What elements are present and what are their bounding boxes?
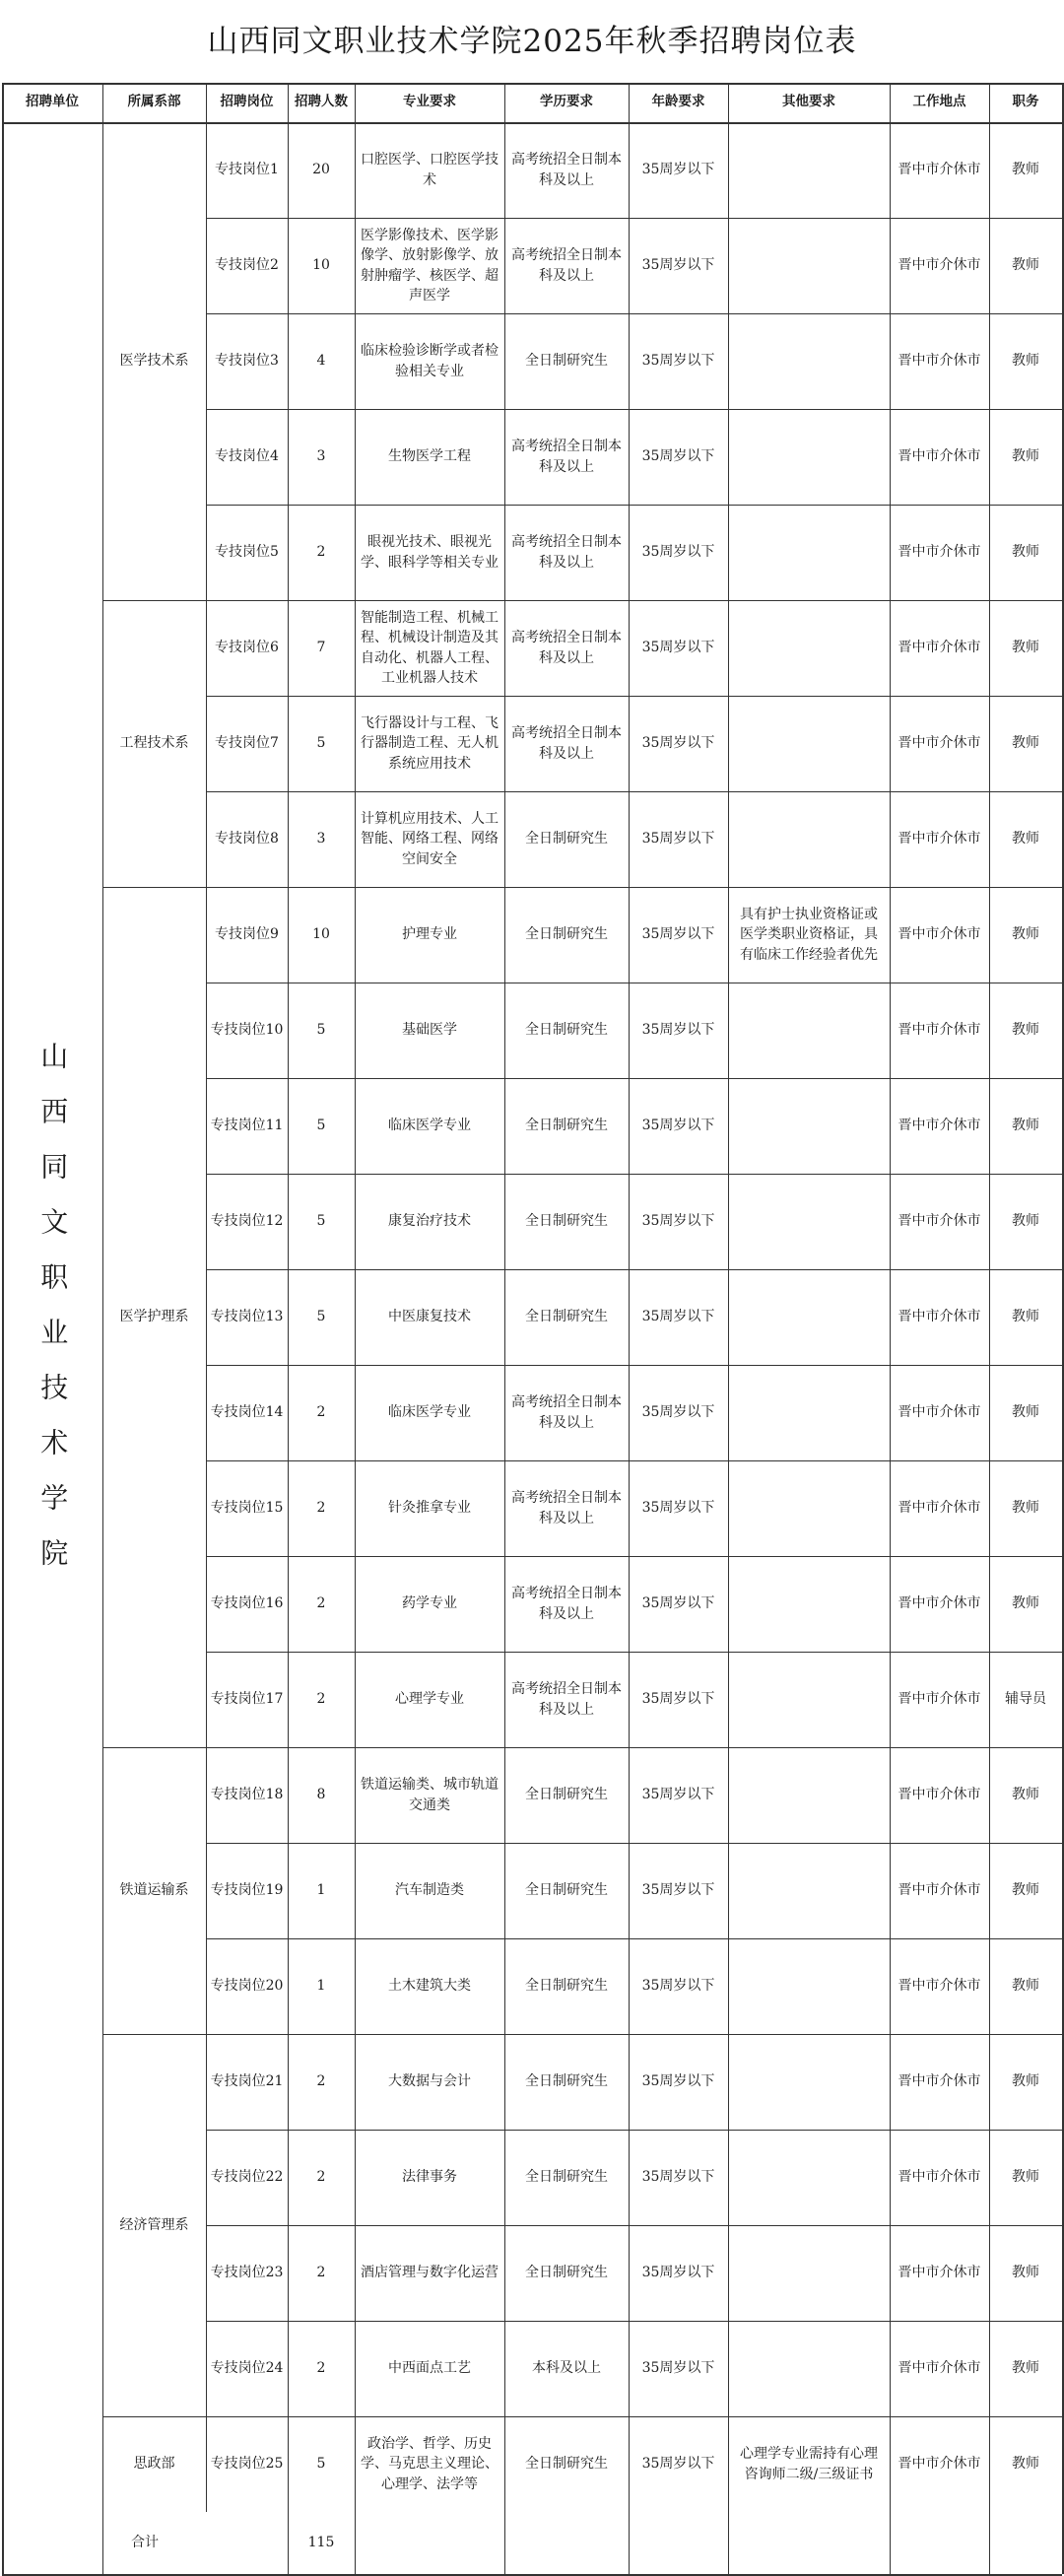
- age-cell: 35周岁以下: [641, 162, 715, 178]
- duty-cell: 教师: [1012, 2169, 1039, 2186]
- other-requirement-cell: [728, 791, 890, 887]
- major-cell: 基础医学: [402, 1022, 457, 1039]
- education-cell: 全日制研究生: [525, 1213, 608, 1230]
- other-requirement-cell: [728, 1460, 890, 1556]
- page-title: 山西同文职业技术学院2025年秋季招聘岗位表: [207, 24, 857, 59]
- major-cell: 口腔医学、口腔医学技术: [361, 152, 499, 188]
- other-requirement-cell: [728, 505, 890, 600]
- education-cell: 高考统招全日制本科及以上: [511, 534, 622, 571]
- age-cell: 35周岁以下: [641, 544, 715, 561]
- duty-cell: 教师: [1012, 2360, 1039, 2377]
- post-cell: 专技岗位5: [215, 544, 279, 561]
- duty-cell: 教师: [1012, 735, 1039, 752]
- duty-cell: 教师: [1012, 1787, 1039, 1803]
- location-cell: 晋中市介休市: [898, 1500, 981, 1517]
- count-cell: 2: [316, 1691, 326, 1708]
- count-cell: 10: [312, 257, 330, 274]
- duty-cell: 教师: [1012, 1595, 1039, 1612]
- department-cell: 医学技术系: [119, 353, 189, 370]
- duty-cell: 教师: [1012, 544, 1039, 561]
- location-cell: 晋中市介休市: [898, 2360, 981, 2377]
- count-cell: 5: [316, 735, 326, 752]
- major-cell: 临床医学专业: [388, 1118, 471, 1134]
- duty-cell: 教师: [1012, 2265, 1039, 2281]
- location-cell: 晋中市介休市: [898, 544, 981, 561]
- header-cell: 招聘岗位: [220, 94, 274, 110]
- other-requirement-cell: [728, 600, 890, 696]
- duty-cell: 教师: [1012, 1309, 1039, 1325]
- location-cell: 晋中市介休市: [898, 2456, 981, 2473]
- header-cell: 学历要求: [540, 94, 593, 110]
- location-cell: 晋中市介休市: [898, 1309, 981, 1325]
- education-cell: 高考统招全日制本科及以上: [511, 1586, 622, 1622]
- header-cell: 招聘人数: [295, 94, 348, 110]
- total-col-divider: [504, 2512, 505, 2574]
- post-cell: 专技岗位7: [215, 735, 279, 752]
- age-cell: 35周岁以下: [641, 2360, 715, 2377]
- major-cell: 大数据与会计: [388, 2073, 471, 2090]
- location-cell: 晋中市介休市: [898, 1882, 981, 1899]
- count-cell: 5: [316, 1309, 326, 1325]
- department-divider: [102, 2416, 206, 2417]
- education-cell: 全日制研究生: [525, 2265, 608, 2281]
- department-divider: [102, 887, 206, 888]
- header-cell: 所属系部: [127, 94, 181, 110]
- total-label-cell: 合计: [131, 2535, 159, 2551]
- total-col-divider: [728, 2512, 729, 2574]
- age-cell: 35周岁以下: [641, 1787, 715, 1803]
- header-divider: [989, 83, 990, 122]
- duty-cell: 教师: [1012, 1213, 1039, 1230]
- post-cell: 专技岗位2: [215, 257, 279, 274]
- post-cell: 专技岗位20: [210, 1978, 284, 1995]
- count-cell: 2: [316, 2265, 326, 2281]
- education-cell: 全日制研究生: [525, 2456, 608, 2473]
- post-cell: 专技岗位3: [215, 353, 279, 370]
- post-cell: 专技岗位24: [210, 2360, 284, 2377]
- age-cell: 35周岁以下: [641, 2169, 715, 2186]
- total-count-cell: 115: [307, 2535, 335, 2551]
- age-cell: 35周岁以下: [641, 2073, 715, 2090]
- age-cell: 35周岁以下: [641, 257, 715, 274]
- age-cell: 35周岁以下: [641, 926, 715, 943]
- header-divider: [890, 83, 891, 122]
- duty-cell: 教师: [1012, 1404, 1039, 1421]
- education-cell: 全日制研究生: [525, 1882, 608, 1899]
- post-cell: 专技岗位8: [215, 831, 279, 847]
- other-requirement-cell: [728, 2225, 890, 2321]
- major-cell: 计算机应用技术、人工智能、网络工程、网络空间安全: [361, 811, 499, 867]
- header-divider: [206, 83, 207, 122]
- age-cell: 35周岁以下: [641, 640, 715, 656]
- major-cell: 土木建筑大类: [388, 1978, 471, 1995]
- count-cell: 2: [316, 2073, 326, 2090]
- location-cell: 晋中市介休市: [898, 1978, 981, 1995]
- major-cell: 药学专业: [402, 1595, 457, 1612]
- header-cell: 职务: [1012, 94, 1039, 110]
- location-cell: 晋中市介休市: [898, 2169, 981, 2186]
- post-cell: 专技岗位4: [215, 448, 279, 465]
- location-cell: 晋中市介休市: [898, 257, 981, 274]
- other-requirement-cell: 具有护士执业资格证或医学类职业资格证，具有临床工作经验者优先: [740, 907, 878, 963]
- age-cell: 35周岁以下: [641, 1404, 715, 1421]
- post-cell: 专技岗位25: [210, 2456, 284, 2473]
- age-cell: 35周岁以下: [641, 1595, 715, 1612]
- other-requirement-cell: [728, 1556, 890, 1652]
- count-cell: 2: [316, 2169, 326, 2186]
- education-cell: 高考统招全日制本科及以上: [511, 1394, 622, 1431]
- education-cell: 全日制研究生: [525, 926, 608, 943]
- department-cell: 思政部: [133, 2456, 175, 2473]
- major-cell: 铁道运输类、城市轨道交通类: [361, 1777, 499, 1813]
- count-cell: 1: [316, 1882, 326, 1899]
- major-cell: 酒店管理与数字化运营: [361, 2265, 499, 2281]
- header-divider: [102, 83, 103, 122]
- age-cell: 35周岁以下: [641, 353, 715, 370]
- count-cell: 2: [316, 1500, 326, 1517]
- post-cell: 专技岗位14: [210, 1404, 284, 1421]
- header-divider: [629, 83, 630, 122]
- education-cell: 高考统招全日制本科及以上: [511, 630, 622, 666]
- duty-cell: 教师: [1012, 257, 1039, 274]
- major-cell: 中医康复技术: [388, 1309, 471, 1325]
- header-cell: 年龄要求: [651, 94, 705, 110]
- location-cell: 晋中市介休市: [898, 1404, 981, 1421]
- location-cell: 晋中市介休市: [898, 926, 981, 943]
- other-requirement-cell: [728, 1938, 890, 2034]
- age-cell: 35周岁以下: [641, 735, 715, 752]
- duty-cell: 教师: [1012, 1118, 1039, 1134]
- duty-cell: 教师: [1012, 353, 1039, 370]
- count-cell: 4: [316, 353, 326, 370]
- age-cell: 35周岁以下: [641, 1978, 715, 1995]
- major-cell: 政治学、哲学、历史学、马克思主义理论、心理学、法学等: [361, 2436, 499, 2492]
- post-cell: 专技岗位10: [210, 1022, 284, 1039]
- age-cell: 35周岁以下: [641, 1213, 715, 1230]
- count-cell: 2: [316, 1404, 326, 1421]
- major-cell: 飞行器设计与工程、飞行器制造工程、无人机系统应用技术: [361, 715, 499, 772]
- location-cell: 晋中市介休市: [898, 640, 981, 656]
- post-cell: 专技岗位19: [210, 1882, 284, 1899]
- count-cell: 2: [316, 2360, 326, 2377]
- post-cell: 专技岗位1: [215, 162, 279, 178]
- education-cell: 全日制研究生: [525, 1978, 608, 1995]
- count-cell: 5: [316, 1022, 326, 1039]
- other-requirement-cell: [728, 983, 890, 1078]
- header-cell: 专业要求: [403, 94, 456, 110]
- unit-name-cell: 山西同文职业技术学院: [36, 1041, 70, 1593]
- education-cell: 高考统招全日制本科及以上: [511, 152, 622, 188]
- major-cell: 法律事务: [402, 2169, 457, 2186]
- total-col-divider: [890, 2512, 891, 2574]
- education-cell: 高考统招全日制本科及以上: [511, 1681, 622, 1718]
- location-cell: 晋中市介休市: [898, 735, 981, 752]
- education-cell: 高考统招全日制本科及以上: [511, 439, 622, 475]
- duty-cell: 教师: [1012, 2456, 1039, 2473]
- count-cell: 10: [312, 926, 330, 943]
- education-cell: 全日制研究生: [525, 1309, 608, 1325]
- count-cell: 2: [316, 544, 326, 561]
- location-cell: 晋中市介休市: [898, 2265, 981, 2281]
- total-col-divider: [629, 2512, 630, 2574]
- other-requirement-cell: [728, 1652, 890, 1747]
- education-cell: 本科及以上: [532, 2360, 601, 2377]
- major-cell: 康复治疗技术: [388, 1213, 471, 1230]
- post-cell: 专技岗位9: [215, 926, 279, 943]
- duty-cell: 辅导员: [1005, 1691, 1046, 1708]
- department-cell: 铁道运输系: [119, 1882, 189, 1899]
- education-cell: 全日制研究生: [525, 2169, 608, 2186]
- post-cell: 专技岗位12: [210, 1213, 284, 1230]
- other-requirement-cell: [728, 696, 890, 791]
- age-cell: 35周岁以下: [641, 1118, 715, 1134]
- location-cell: 晋中市介休市: [898, 2073, 981, 2090]
- age-cell: 35周岁以下: [641, 2456, 715, 2473]
- post-cell: 专技岗位15: [210, 1500, 284, 1517]
- age-cell: 35周岁以下: [641, 831, 715, 847]
- post-cell: 专技岗位11: [210, 1118, 284, 1134]
- education-cell: 全日制研究生: [525, 1118, 608, 1134]
- post-cell: 专技岗位18: [210, 1787, 284, 1803]
- header-divider: [728, 83, 729, 122]
- duty-cell: 教师: [1012, 640, 1039, 656]
- major-cell: 眼视光技术、眼视光学、眼科学等相关专业: [361, 534, 499, 571]
- header-divider: [504, 83, 505, 122]
- duty-cell: 教师: [1012, 1500, 1039, 1517]
- header-cell: 工作地点: [912, 94, 966, 110]
- other-requirement-cell: [728, 2034, 890, 2130]
- count-cell: 3: [316, 831, 326, 847]
- duty-cell: 教师: [1012, 1882, 1039, 1899]
- post-cell: 专技岗位21: [210, 2073, 284, 2090]
- other-requirement-cell: [728, 1365, 890, 1460]
- location-cell: 晋中市介休市: [898, 1118, 981, 1134]
- major-cell: 医学影像技术、医学影像学、放射影像学、放射肿瘤学、核医学、超声医学: [361, 227, 499, 304]
- table-right-border: [1062, 83, 1064, 2574]
- education-cell: 全日制研究生: [525, 1022, 608, 1039]
- location-cell: 晋中市介休市: [898, 831, 981, 847]
- age-cell: 35周岁以下: [641, 1022, 715, 1039]
- other-requirement-cell: [728, 122, 890, 218]
- header-cell: 其他要求: [782, 94, 835, 110]
- count-cell: 1: [316, 1978, 326, 1995]
- other-requirement-cell: [728, 1269, 890, 1365]
- count-cell: 5: [316, 2456, 326, 2473]
- other-requirement-cell: 心理学专业需持有心理咨询师二级/三级证书: [740, 2446, 878, 2482]
- location-cell: 晋中市介休市: [898, 448, 981, 465]
- department-divider: [102, 1747, 206, 1748]
- count-cell: 5: [316, 1118, 326, 1134]
- major-cell: 汽车制造类: [395, 1882, 464, 1899]
- major-cell: 针灸推拿专业: [388, 1500, 471, 1517]
- other-requirement-cell: [728, 1843, 890, 1938]
- count-cell: 3: [316, 448, 326, 465]
- post-cell: 专技岗位16: [210, 1595, 284, 1612]
- count-cell: 8: [316, 1787, 326, 1803]
- header-divider: [288, 83, 289, 122]
- header-cell: 招聘单位: [26, 94, 79, 110]
- other-requirement-cell: [728, 1078, 890, 1174]
- department-divider: [102, 2034, 206, 2035]
- other-requirement-cell: [728, 409, 890, 505]
- education-cell: 高考统招全日制本科及以上: [511, 725, 622, 762]
- header-divider: [355, 83, 356, 122]
- major-cell: 护理专业: [402, 926, 457, 943]
- duty-cell: 教师: [1012, 926, 1039, 943]
- count-cell: 20: [312, 162, 330, 178]
- table-bottom-border: [2, 2574, 1062, 2576]
- duty-cell: 教师: [1012, 448, 1039, 465]
- location-cell: 晋中市介休市: [898, 353, 981, 370]
- major-cell: 生物医学工程: [388, 448, 471, 465]
- major-cell: 中西面点工艺: [388, 2360, 471, 2377]
- total-col-divider: [355, 2512, 356, 2574]
- other-requirement-cell: [728, 1174, 890, 1269]
- education-cell: 高考统招全日制本科及以上: [511, 1490, 622, 1526]
- department-divider: [102, 600, 206, 601]
- location-cell: 晋中市介休市: [898, 1213, 981, 1230]
- duty-cell: 教师: [1012, 2073, 1039, 2090]
- other-requirement-cell: [728, 2321, 890, 2416]
- department-cell: 工程技术系: [119, 735, 189, 752]
- location-cell: 晋中市介休市: [898, 1691, 981, 1708]
- age-cell: 35周岁以下: [641, 448, 715, 465]
- duty-cell: 教师: [1012, 162, 1039, 178]
- other-requirement-cell: [728, 218, 890, 313]
- education-cell: 高考统招全日制本科及以上: [511, 247, 622, 284]
- age-cell: 35周岁以下: [641, 1309, 715, 1325]
- post-cell: 专技岗位23: [210, 2265, 284, 2281]
- major-cell: 心理学专业: [395, 1691, 464, 1708]
- post-cell: 专技岗位6: [215, 640, 279, 656]
- education-cell: 全日制研究生: [525, 353, 608, 370]
- count-cell: 2: [316, 1595, 326, 1612]
- duty-cell: 教师: [1012, 1022, 1039, 1039]
- age-cell: 35周岁以下: [641, 2265, 715, 2281]
- location-cell: 晋中市介休市: [898, 1595, 981, 1612]
- location-cell: 晋中市介休市: [898, 162, 981, 178]
- department-cell: 经济管理系: [119, 2216, 189, 2233]
- location-cell: 晋中市介休市: [898, 1787, 981, 1803]
- age-cell: 35周岁以下: [641, 1500, 715, 1517]
- education-cell: 全日制研究生: [525, 1787, 608, 1803]
- count-cell: 5: [316, 1213, 326, 1230]
- post-cell: 专技岗位22: [210, 2169, 284, 2186]
- age-cell: 35周岁以下: [641, 1882, 715, 1899]
- education-cell: 全日制研究生: [525, 831, 608, 847]
- duty-cell: 教师: [1012, 831, 1039, 847]
- major-cell: 智能制造工程、机械工程、机械设计制造及其自动化、机器人工程、工业机器人技术: [361, 609, 499, 686]
- total-col-divider: [989, 2512, 990, 2574]
- major-cell: 临床医学专业: [388, 1404, 471, 1421]
- post-cell: 专技岗位17: [210, 1691, 284, 1708]
- other-requirement-cell: [728, 313, 890, 409]
- education-cell: 全日制研究生: [525, 2073, 608, 2090]
- department-cell: 医学护理系: [119, 1309, 189, 1325]
- other-requirement-cell: [728, 2130, 890, 2225]
- age-cell: 35周岁以下: [641, 1691, 715, 1708]
- post-cell: 专技岗位13: [210, 1309, 284, 1325]
- location-cell: 晋中市介休市: [898, 1022, 981, 1039]
- other-requirement-cell: [728, 1747, 890, 1843]
- major-cell: 临床检验诊断学或者检验相关专业: [361, 343, 499, 379]
- duty-cell: 教师: [1012, 1978, 1039, 1995]
- count-cell: 7: [316, 640, 326, 656]
